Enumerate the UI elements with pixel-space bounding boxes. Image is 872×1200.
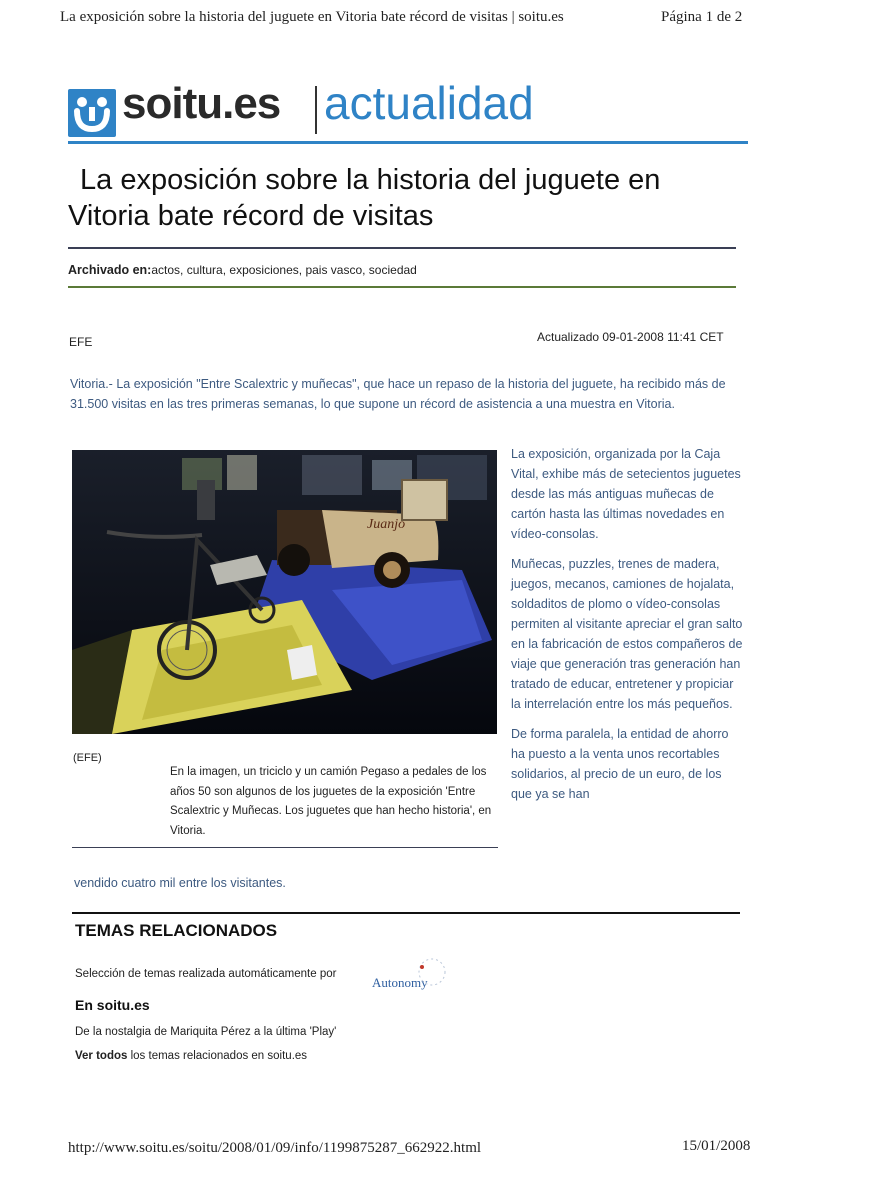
- tags-label: Archivado en:: [68, 263, 152, 277]
- related-site-label: En soitu.es: [75, 997, 150, 1013]
- tags-list[interactable]: actos, cultura, exposiciones, pais vasco, sociedad: [151, 263, 417, 277]
- see-all-bold[interactable]: Ver todos: [75, 1050, 128, 1062]
- tags-row: [68, 263, 417, 277]
- article-updated: Actualizado 09-01-2008 11:41 CET: [537, 330, 724, 344]
- autonomy-logo[interactable]: Autonomy: [372, 975, 428, 990]
- print-page-number: Página 1 de 2: [661, 9, 743, 25]
- body-paragraph: Muñecas, puzzles, trenes de madera, juegos, mecanos, camiones de hojalata, soldaditos de plomo o vídeo-consolas permiten al visitante apreciar el gran salto en la fabricación de estos compañeros de viaje que generación tras generación han tratado de educar, entretener y propiciar la interrelación entre los más pequeños.: [511, 557, 743, 711]
- article-headline: La exposición sobre la historia del juguete en Vitoria bate récord de visitas: [68, 164, 661, 232]
- article-body-column: [511, 444, 743, 814]
- soitu-logo-text[interactable]: soitu.es: [122, 79, 281, 128]
- soitu-logo-icon[interactable]: [68, 89, 116, 137]
- related-article-link[interactable]: De la nostalgia de Mariquita Pérez a la última 'Play': [75, 1026, 337, 1038]
- print-date: 15/01/2008: [682, 1138, 751, 1154]
- logo-divider: [315, 86, 317, 134]
- article-source: EFE: [69, 335, 93, 349]
- section-name[interactable]: actualidad: [324, 77, 534, 129]
- body-paragraph-tail: vendido cuatro mil entre los visitantes.: [74, 876, 286, 890]
- article-photo: [72, 450, 497, 734]
- autonomy-logo-icon: [415, 955, 449, 994]
- print-url: http://www.soitu.es/soitu/2008/01/09/info/1199875287_662922.html: [68, 1140, 482, 1156]
- related-rule: [72, 912, 740, 914]
- related-note: Selección de temas realizada automáticamente por: [75, 968, 337, 980]
- article-lead: Vitoria.- La exposición "Entre Scalextric y muñecas", que hace un repaso de la historia del juguete, ha recibido más de 31.500 visitas en las tres primeras semanas, lo que supone un récord de asistencia a una muestra en Vitoria.: [70, 377, 726, 411]
- headline-rule: [68, 247, 736, 249]
- truck-text: Juanjo: [367, 517, 406, 532]
- see-all-related-link[interactable]: [75, 1050, 307, 1062]
- body-paragraph: La exposición, organizada por la Caja Vital, exhibe más de setecientos juguetes desde las más antiguas muñecas de cartón hasta las últimas novedades en vídeo-consolas.: [511, 447, 741, 541]
- photo-caption: En la imagen, un triciclo y un camión Pegaso a pedales de los años 50 son algunos de los juguetes de la exposición 'Entre Scalextric y Muñecas. Los juguetes que han hecho historia', en Vitoria.: [170, 766, 492, 837]
- photo-credit: (EFE): [73, 752, 102, 764]
- masthead-rule: [68, 141, 748, 144]
- body-paragraph: De forma paralela, la entidad de ahorro ha puesto a la venta unos recortables solidarios, al precio de un euro, de los que ya se han: [511, 727, 729, 801]
- related-title: TEMAS RELACIONADOS: [75, 921, 278, 940]
- see-all-rest[interactable]: los temas relacionados en soitu.es: [127, 1050, 308, 1062]
- tags-rule: [68, 286, 736, 288]
- caption-rule: [72, 847, 498, 848]
- print-page-title: La exposición sobre la historia del juguete en Vitoria bate récord de visitas | soitu.es: [60, 9, 564, 25]
